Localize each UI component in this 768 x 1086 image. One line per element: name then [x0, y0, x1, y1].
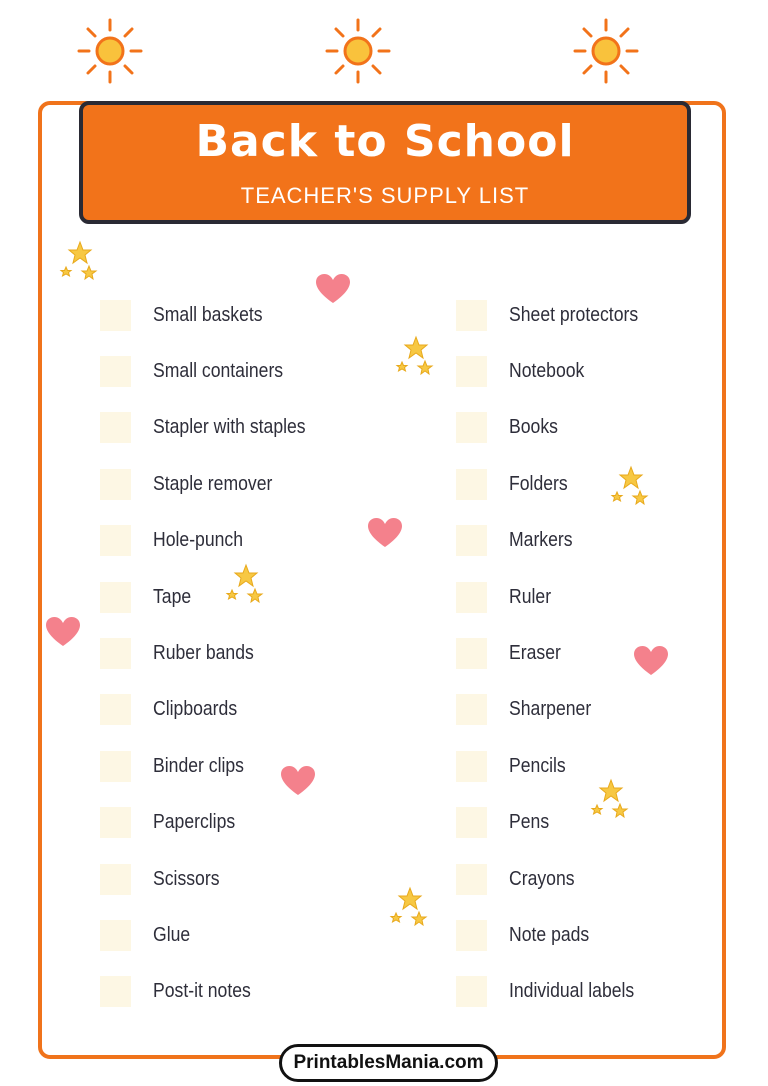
- item-label: Staple remover: [153, 472, 273, 495]
- list-item: [100, 403, 400, 459]
- checkbox[interactable]: [456, 920, 487, 951]
- item-label: Pens: [509, 811, 550, 834]
- checkbox[interactable]: [100, 638, 131, 669]
- stars-icon: [589, 778, 631, 824]
- list-item: [100, 741, 400, 797]
- list-item: [456, 459, 756, 515]
- list-item: [456, 516, 756, 572]
- stars-icon: [388, 886, 430, 932]
- checkbox[interactable]: [100, 412, 131, 443]
- heart-icon: [44, 615, 82, 649]
- checkbox[interactable]: [100, 694, 131, 725]
- list-item: [456, 346, 756, 402]
- list-item: [456, 967, 756, 1023]
- list-item: [456, 910, 756, 966]
- item-label: Eraser: [509, 642, 561, 665]
- stars-icon: [394, 335, 436, 381]
- heart-icon: [632, 644, 670, 678]
- list-item: [100, 854, 400, 910]
- item-label: Sheet protectors: [509, 303, 639, 326]
- checkbox[interactable]: [100, 356, 131, 387]
- item-label: Individual labels: [509, 980, 635, 1003]
- stars-icon: [609, 465, 651, 511]
- list-item: [456, 628, 756, 684]
- checkbox[interactable]: [456, 582, 487, 613]
- item-label: Post-it notes: [153, 980, 251, 1003]
- header-banner: [79, 101, 691, 224]
- heart-icon: [366, 516, 404, 550]
- item-label: Crayons: [509, 867, 575, 890]
- checkbox[interactable]: [100, 582, 131, 613]
- list-item: [100, 346, 400, 402]
- list-item: [456, 854, 756, 910]
- checkbox[interactable]: [456, 751, 487, 782]
- item-label: Glue: [153, 923, 191, 946]
- item-label: Markers: [509, 529, 573, 552]
- supply-list-left: [100, 290, 400, 1023]
- list-item: [100, 685, 400, 741]
- checkbox[interactable]: [100, 469, 131, 500]
- sun-icon: [325, 18, 391, 84]
- checkbox[interactable]: [456, 469, 487, 500]
- list-item: [100, 967, 400, 1023]
- item-label: Tape: [153, 585, 192, 608]
- list-item: [100, 290, 400, 346]
- item-label: Clipboards: [153, 698, 238, 721]
- checkbox[interactable]: [100, 300, 131, 331]
- item-label: Scissors: [153, 867, 220, 890]
- item-label: Sharpener: [509, 698, 592, 721]
- item-label: Pencils: [509, 754, 566, 777]
- item-label: Small containers: [153, 360, 284, 383]
- sun-icon: [573, 18, 639, 84]
- list-item: [100, 910, 400, 966]
- item-label: Binder clips: [153, 754, 244, 777]
- item-label: Ruler: [509, 585, 552, 608]
- list-item: [100, 459, 400, 515]
- checkbox[interactable]: [456, 638, 487, 669]
- item-label: Small baskets: [153, 303, 263, 326]
- heart-icon: [314, 272, 352, 306]
- brand-badge[interactable]: PrintablesMania.com: [279, 1044, 498, 1082]
- sun-icon: [77, 18, 143, 84]
- item-label: Ruber bands: [153, 642, 254, 665]
- checkbox[interactable]: [456, 300, 487, 331]
- checkbox[interactable]: [100, 525, 131, 556]
- checkbox[interactable]: [456, 356, 487, 387]
- checkbox[interactable]: [100, 976, 131, 1007]
- checkbox[interactable]: [456, 412, 487, 443]
- list-item: [456, 572, 756, 628]
- checkbox[interactable]: [456, 976, 487, 1007]
- item-label: Folders: [509, 472, 568, 495]
- checkbox[interactable]: [100, 751, 131, 782]
- item-label: Notebook: [509, 360, 585, 383]
- checkbox[interactable]: [456, 694, 487, 725]
- page-subtitle: TEACHER'S SUPPLY LIST: [240, 183, 530, 208]
- item-label: Books: [509, 416, 558, 439]
- stars-icon: [58, 240, 100, 286]
- supply-list-right: [456, 290, 756, 1023]
- heart-icon: [279, 764, 317, 798]
- item-label: Stapler with staples: [153, 416, 306, 439]
- checkbox[interactable]: [456, 864, 487, 895]
- checkbox[interactable]: [100, 807, 131, 838]
- list-item: [456, 685, 756, 741]
- checkbox[interactable]: [456, 807, 487, 838]
- checkbox[interactable]: [100, 920, 131, 951]
- item-label: Paperclips: [153, 811, 236, 834]
- list-item: [456, 403, 756, 459]
- item-label: Note pads: [509, 923, 590, 946]
- checkbox[interactable]: [100, 864, 131, 895]
- page-title: Back to School: [195, 116, 575, 167]
- item-label: Hole-punch: [153, 529, 244, 552]
- list-item: [100, 798, 400, 854]
- stars-icon: [224, 563, 266, 609]
- list-item: [456, 290, 756, 346]
- checkbox[interactable]: [456, 525, 487, 556]
- list-item: [100, 628, 400, 684]
